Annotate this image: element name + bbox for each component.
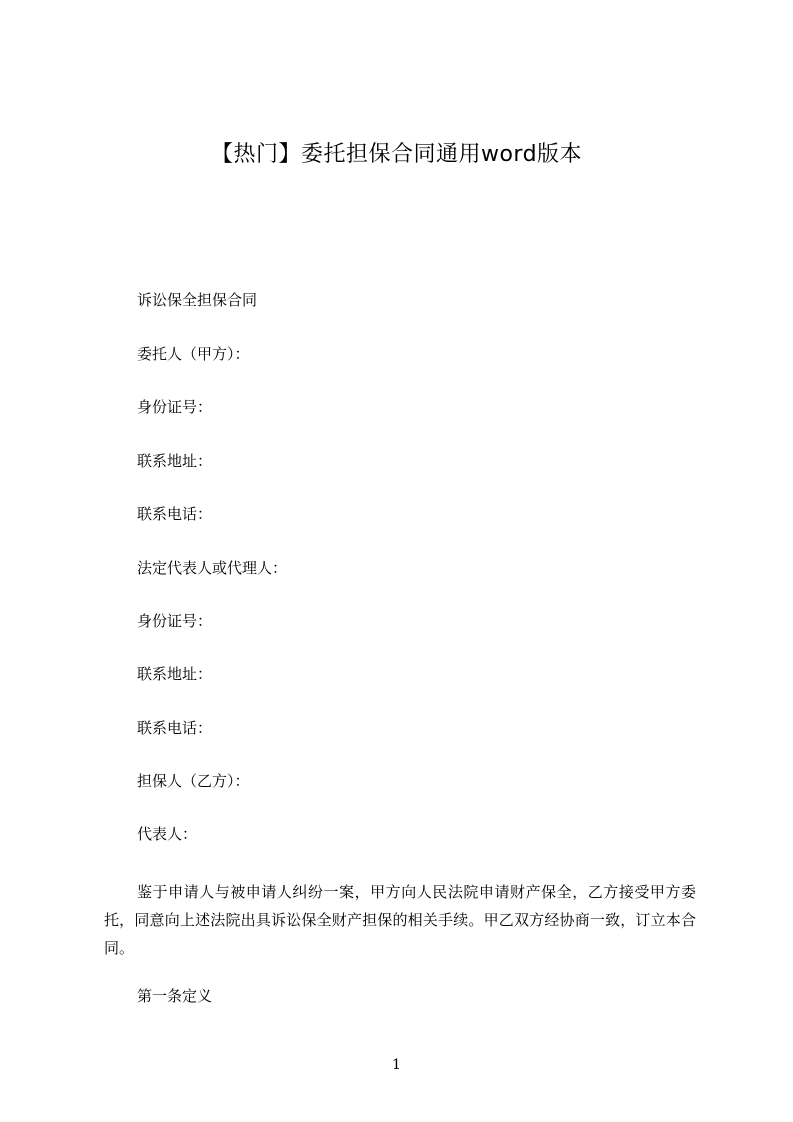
- document-title: 【热门】委托担保合同通用word版本: [210, 142, 583, 167]
- legal-representative-line: 法定代表人或代理人：: [137, 559, 288, 577]
- guarantor-line: 担保人（乙方）：: [137, 772, 250, 790]
- principal-id-line: 身份证号：: [137, 398, 213, 416]
- representative-id-line: 身份证号：: [137, 612, 213, 630]
- guarantor-representative-line: 代表人：: [137, 825, 198, 843]
- recital-paragraph: 鉴于申请人与被申请人纠纷一案，甲方向人民法院申请财产保全，乙方接受甲方委托，同意向上述法院出具诉讼保全财产担保的相关手续。甲乙双方经协商一致，订立本合同。: [104, 883, 696, 957]
- page-number: 1: [392, 1057, 401, 1073]
- section-heading: 第一条定义: [137, 987, 213, 1005]
- representative-address-line: 联系地址：: [137, 665, 213, 683]
- contract-name-line: 诉讼保全担保合同: [137, 291, 258, 309]
- principal-address-line: 联系地址：: [137, 452, 213, 470]
- principal-line: 委托人（甲方）：: [137, 345, 250, 363]
- representative-phone-line: 联系电话：: [137, 719, 213, 737]
- principal-phone-line: 联系电话：: [137, 505, 213, 523]
